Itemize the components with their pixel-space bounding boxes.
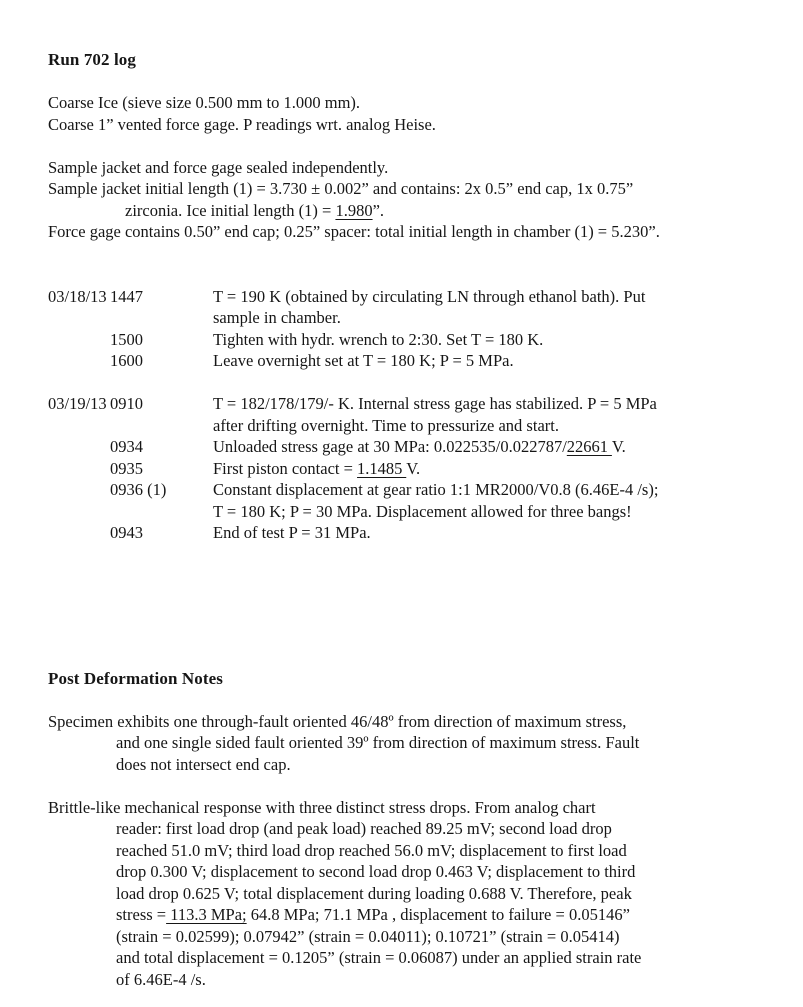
text-run: Force gage contains 0.50” end cap; 0.25” spacer: total initial length in chamber (1) = 5.230”. — [48, 222, 660, 241]
log-desc-cell — [213, 415, 765, 437]
log-time-cell: 0934 — [110, 437, 143, 456]
log-time-cell — [110, 501, 213, 523]
text-run: Coarse 1” vented force gage. P readings wrt. analog Heise. — [48, 114, 436, 134]
log-date-cell — [48, 350, 110, 372]
text-run: First piston contact = — [213, 458, 358, 478]
text-line — [48, 178, 765, 200]
log-time-cell — [110, 415, 213, 437]
log-row — [48, 522, 765, 544]
text-run: Tighten with hydr. wrench to 2:30. Set T = 180 K. — [213, 329, 544, 349]
log-date-cell: 03/18/13 — [48, 286, 107, 306]
text-line — [48, 947, 765, 969]
intro-section — [48, 92, 765, 135]
log-time-cell: 1500 — [110, 329, 143, 349]
log-row — [48, 350, 765, 372]
log-date-cell — [48, 307, 110, 329]
text-run: Coarse Ice (sieve size 0.500 mm to 1.000 mm). — [48, 93, 361, 112]
text-run: drop 0.300 V; displacement to second load drop 0.463 V; displacement to third — [116, 862, 636, 881]
underlined-value: 1.1485 — [357, 458, 407, 478]
text-line — [48, 200, 765, 222]
log-date-cell — [48, 522, 110, 544]
text-line — [48, 797, 765, 819]
log-time-cell: 0935 — [110, 458, 143, 478]
text-run: Unloaded stress gage at 30 MPa: 0.022535/0.022787/ — [213, 437, 567, 456]
log-row — [48, 501, 765, 523]
notes-section — [48, 711, 765, 991]
underlined-value: 1.980 — [335, 200, 373, 220]
text-run: and one single sided fault oriented 39º from direction of maximum stress. Fault — [116, 733, 640, 752]
setup-section — [48, 157, 765, 243]
text-run: ”. — [372, 200, 385, 220]
log-desc-cell — [213, 458, 765, 480]
log-date-group — [48, 393, 765, 544]
text-run: Constant displacement at gear ratio 1:1 MR2000/V0.8 (6.46E-4 /s); — [213, 480, 659, 499]
log-row — [48, 436, 765, 458]
text-run: after drifting overnight. Time to pressurize and start. — [213, 415, 559, 435]
text-run: 64.8 MPa; 71.1 MPa , displacement to failure = 0.05146” — [246, 905, 630, 924]
text-line — [48, 711, 765, 733]
text-run: sample in chamber. — [213, 308, 341, 327]
note-paragraph — [48, 797, 765, 991]
text-line — [48, 861, 765, 883]
log-desc-cell — [213, 286, 765, 308]
text-line — [48, 840, 765, 862]
log-row — [48, 393, 765, 415]
text-run: of 6.46E-4 /s. — [116, 969, 206, 989]
text-run: Specimen exhibits one through-fault oriented 46/48º from direction of maximum stress, — [48, 711, 627, 731]
text-line — [48, 732, 765, 754]
log-section — [48, 286, 765, 544]
log-row — [48, 286, 765, 308]
log-desc-cell — [213, 350, 765, 372]
post-deformation-heading: Post Deformation Notes — [48, 668, 223, 688]
text-run: load drop 0.625 V; total displacement during loading 0.688 V. Therefore, peak — [116, 883, 632, 903]
underlined-value: 113.3 MPa; — [166, 905, 247, 924]
text-run: T = 182/178/179/- K. Internal stress gage has stabilized. P = 5 MPa — [213, 394, 657, 413]
text-run: reader: first load drop (and peak load) reached 89.25 mV; second load drop — [116, 819, 612, 838]
log-date-cell — [48, 479, 110, 501]
page-title: Run 702 log — [48, 50, 137, 69]
text-line — [48, 92, 765, 114]
text-run: (strain = 0.02599); 0.07942” (strain = 0.04011); 0.10721” (strain = 0.05414) — [116, 926, 620, 946]
log-desc-cell — [213, 522, 765, 544]
text-line — [48, 221, 765, 243]
log-date-cell — [48, 329, 110, 351]
text-run: Brittle-like mechanical response with three distinct stress drops. From analog chart — [48, 797, 596, 817]
log-time-cell — [110, 307, 213, 329]
text-run: T = 180 K; P = 30 MPa. Displacement allowed for three bangs! — [213, 501, 632, 521]
text-run: Sample jacket and force gage sealed independently. — [48, 157, 389, 177]
log-time-cell: 0943 — [110, 523, 143, 542]
log-desc-cell — [213, 307, 765, 329]
log-time-cell: 0910 — [110, 394, 143, 413]
log-time-cell: 1600 — [110, 351, 143, 370]
log-time-cell: 1447 — [110, 286, 143, 306]
log-desc-cell — [213, 479, 765, 501]
log-desc-cell — [213, 501, 765, 523]
text-line — [48, 818, 765, 840]
text-line — [48, 904, 765, 926]
log-date-group — [48, 286, 765, 372]
text-line — [48, 754, 765, 776]
log-date-cell — [48, 436, 110, 458]
text-run: V. — [406, 458, 421, 478]
log-desc-cell — [213, 329, 765, 351]
underlined-value: 22661 — [566, 437, 612, 456]
log-date-cell — [48, 458, 110, 480]
text-line — [48, 969, 765, 991]
log-date-cell — [48, 415, 110, 437]
text-line — [48, 926, 765, 948]
text-run: End of test P = 31 MPa. — [213, 523, 371, 542]
text-run: V. — [611, 437, 626, 456]
note-paragraph — [48, 711, 765, 776]
text-line — [48, 157, 765, 179]
text-run: does not intersect end cap. — [116, 754, 291, 774]
log-row — [48, 415, 765, 437]
text-line — [48, 114, 765, 136]
text-run: T = 190 K (obtained by circulating LN through ethanol bath). Put — [213, 286, 646, 306]
text-run: reached 51.0 mV; third load drop reached 56.0 mV; displacement to first load — [116, 840, 627, 860]
text-run: Leave overnight set at T = 180 K; P = 5 MPa. — [213, 351, 514, 370]
text-run: and total displacement = 0.1205” (strain = 0.06087) under an applied strain rate — [116, 948, 642, 967]
log-row — [48, 307, 765, 329]
text-run: Sample jacket initial length (1) = 3.730 ± 0.002” and contains: 2x 0.5” end cap, 1x 0.75” — [48, 179, 634, 198]
log-row — [48, 458, 765, 480]
log-desc-cell — [213, 393, 765, 415]
log-time-cell: 0936 (1) — [110, 480, 167, 499]
log-row — [48, 479, 765, 501]
log-date-cell — [48, 501, 110, 523]
log-row — [48, 329, 765, 351]
text-run: stress = — [116, 905, 167, 924]
log-date-cell: 03/19/13 — [48, 394, 107, 413]
text-line — [48, 883, 765, 905]
log-desc-cell — [213, 436, 765, 458]
text-run: zirconia. Ice initial length (1) = — [125, 200, 336, 220]
